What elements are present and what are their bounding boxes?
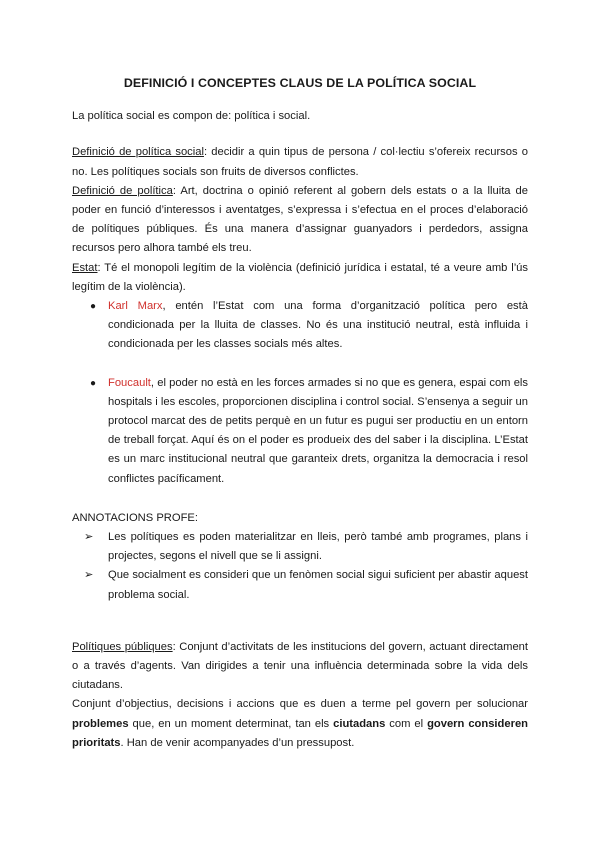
bullet-icon: ● [90, 301, 97, 313]
definition-state-text: : Té el monopoli legítim de la violència (definició jurídica i estatal, té a veure amb l’ús legítim de la violència). [72, 261, 528, 293]
public-policies-text: : Conjunt d’activitats de les institucions del govern, actuant directament o a través d’agents. Van dirigides a tenir una influència determinada sobre la vida dels ciutadans. [72, 640, 528, 692]
bold-problems: problemes [72, 717, 129, 730]
annotation-item [84, 566, 528, 604]
definition-policy-text: : Art, doctrina o opinió referent al gobern dels estats o a la lluita de poder en funció d’interessos i aventatges, s’expressa i s’efectua en el proces d’elaboració de polítiques públiques. És una manera d’assignar guanyadors i perdedors, assigna recursos pero alhora també els treu. [72, 184, 528, 255]
marx-text: , entén l’Estat com una forma d’organització política pero està condicionada per la lluita de classes. No és una institució neutral, està influida i condicionada per les classes socials més altes. [108, 300, 528, 351]
definition-state [72, 259, 528, 297]
definition-social-policy-label: Definició de política social [72, 146, 204, 159]
objectives-text: que, en un moment determinat, tan els [128, 717, 334, 730]
annotations-list [72, 528, 528, 605]
annotation-text: Que socialment es consideri que un fenòmen social sigui suficient per abastir aquest problema social. [108, 569, 528, 601]
definition-policy-label: Definició de política [72, 184, 173, 197]
list-item-foucault [90, 374, 528, 489]
definition-social-policy [72, 143, 528, 181]
annotation-text: Les polítiques es poden materialitzar en lleis, però també amb programes, plans i projectes, segons el nivell que se li assigni. [108, 531, 528, 563]
bold-government-priorities: govern consideren prioritats [72, 717, 529, 749]
definition-policy [72, 182, 528, 259]
intro-paragraph: La política social es compon de: política i social. [72, 110, 311, 123]
arrow-bullet-icon: ➢ [84, 569, 94, 582]
objectives-paragraph [72, 695, 528, 753]
definition-public-policies [72, 638, 528, 696]
state-theories-list [72, 297, 528, 489]
foucault-text: , el poder no està en les forces armades si no que es genera, espai com els hospitals i les escoles, proporcionen disciplina i control social. S’ensenya a seguir un protocol marcat des de petits perquè en un futur es pugui ser productiu en un entorn de treball forçat. Aquí és on el poder es produeix des del saber i la disciplina. L’Estat es un marc institucional neutral que garanteix drets, organitza la democracia i resol conflictes pacíficament. [108, 376, 528, 485]
objectives-text: Conjunt d’objectius, decisions i accions que es duen a terme pel govern per solucionar [72, 698, 528, 711]
list-item-marx [90, 297, 528, 355]
bold-citizens: ciutadans [333, 717, 386, 730]
definition-state-label: Estat [72, 261, 98, 274]
author-name-marx: Karl Marx [108, 300, 163, 313]
annotations-heading: ANNOTACIONS PROFE: [72, 511, 198, 524]
objectives-text: com el [385, 717, 428, 730]
page-title: DEFINICIÓ I CONCEPTES CLAUS DE LA POLÍTICA SOCIAL [123, 76, 477, 90]
arrow-bullet-icon: ➢ [84, 531, 94, 544]
annotation-item [84, 528, 528, 566]
definition-social-policy-text: : decidir a quin tipus de persona / col·lectiu s’ofereix recursos o no. Les polítiques socials son fruits de diversos conflictes. [72, 146, 528, 178]
objectives-text: . Han de venir acompanyades d’un pressupost. [120, 736, 355, 749]
public-policies-label: Polítiques públiques [72, 640, 173, 653]
author-name-foucault: Foucault [108, 376, 151, 389]
bullet-icon: ● [90, 377, 97, 389]
